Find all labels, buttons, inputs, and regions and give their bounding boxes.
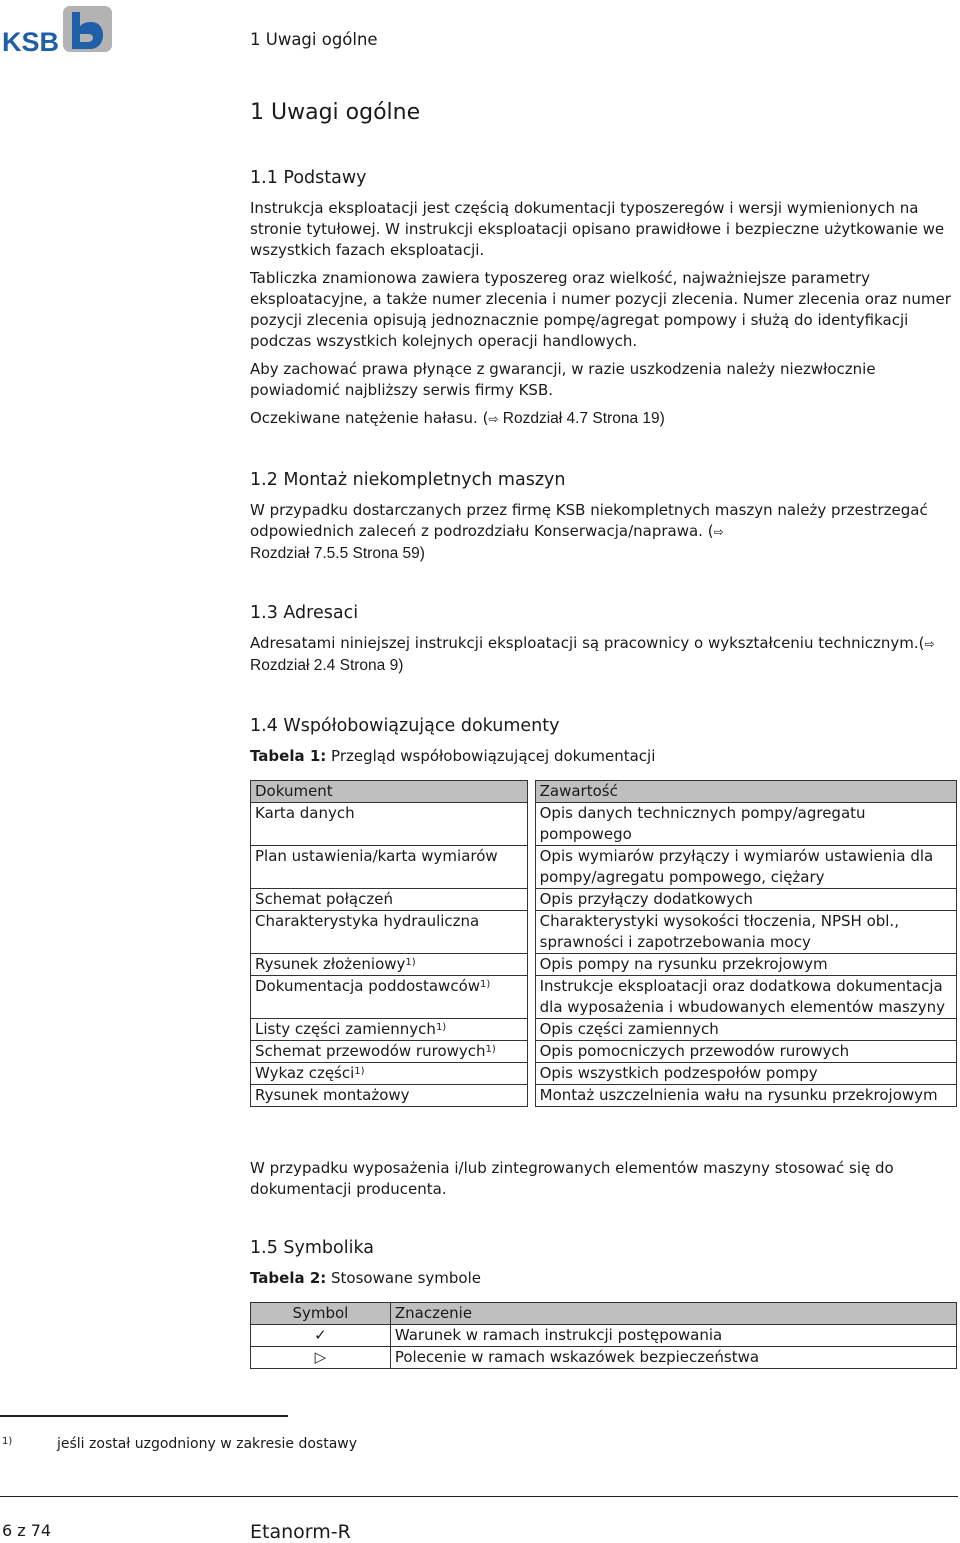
- footnote-divider: [0, 1415, 288, 1417]
- table-row: [251, 954, 957, 976]
- content-cell: Instrukcje eksploatacji oraz dodatkowa dokumentacja dla wyposażenia i wbudowanych elementów maszyny: [535, 976, 956, 1019]
- paragraph-incomplete-machines: [250, 500, 956, 564]
- table-row: [251, 1085, 957, 1107]
- document-cell: Rysunek montażowy: [251, 1085, 528, 1107]
- incomplete-machines-reference-link[interactable]: Rozdział 7.5.5 Strona 59): [250, 545, 425, 562]
- table-1-caption: [250, 747, 655, 765]
- footnote-reference: 1): [480, 979, 491, 990]
- table-header-row: [251, 1303, 957, 1325]
- column-header-meaning: Znaczenie: [390, 1303, 956, 1325]
- footnote-reference: 1): [435, 1022, 447, 1033]
- footnote-mark: 1): [2, 1436, 13, 1447]
- content-cell: Opis pompy na rysunku przekrojowym: [535, 954, 956, 976]
- content-cell: Opis wszystkich podzespołów pompy: [535, 1063, 956, 1085]
- paragraph-nameplate: Tabliczka znamionowa zawiera typoszereg oraz wielkość, najważniejsze parametry eksploatacyjne, a także numer zlecenia i numer pozycji zlecenia. Numer zlecenia oraz numer pozycji zlecenia opisują jednoznacznie pompę/agregat pompowy i służą do identyfikacji podczas wszystkich kolejnych operacji handlowych.: [250, 269, 951, 350]
- table-row: [251, 1063, 957, 1085]
- table-2-title: Stosowane symbole: [326, 1269, 481, 1287]
- document-cell: Karta danych: [251, 803, 528, 846]
- section-heading-1-2: 1.2 Montaż niekompletnych maszyn: [250, 470, 566, 490]
- footnote-text: jeśli został uzgodniony w zakresie dostawy: [57, 1436, 358, 1452]
- document-cell: [251, 976, 528, 1019]
- footnote-reference: 1): [485, 1044, 496, 1055]
- table-row: [251, 1347, 957, 1369]
- footnote-reference: 1): [405, 957, 416, 968]
- table-row: [251, 846, 957, 889]
- table-2-caption: [250, 1269, 481, 1287]
- content-cell: Opis pomocniczych przewodów rurowych: [535, 1041, 956, 1063]
- documents-table: [250, 780, 957, 1107]
- table-row: [251, 976, 957, 1019]
- table-header-row: [251, 781, 957, 803]
- content-cell: Opis danych technicznych pompy/agregatu pompowego: [535, 803, 956, 846]
- chapter-title: 1 Uwagi ogólne: [250, 100, 421, 125]
- page-number: 6 z 74: [2, 1521, 52, 1540]
- meaning-cell: Warunek w ramach instrukcji postępowania: [390, 1325, 956, 1347]
- paragraph-manufacturer-docs: W przypadku wyposażenia i/lub zintegrowanych elementów maszyny stosować się do dokumentacji producenta.: [250, 1159, 894, 1198]
- content-cell: Opis części zamiennych: [535, 1019, 956, 1041]
- content-cell: Montaż uszczelnienia wału na rysunku przekrojowym: [535, 1085, 956, 1107]
- arrow-right-outline-icon: ⇨: [713, 525, 724, 539]
- noise-text: Oczekiwane natężenie hałasu. (: [250, 409, 489, 427]
- content-cell: Charakterystyki wysokości tłoczenia, NPSH obl., sprawności i zapotrzebowania mocy: [535, 911, 956, 954]
- footer-divider: [0, 1496, 958, 1497]
- content-cell: Opis wymiarów przyłączy i wymiarów ustawienia dla pompy/agregatu pompowego, ciężary: [535, 846, 956, 889]
- document-cell: [251, 1063, 528, 1085]
- document-name: Listy części zamiennych: [255, 1020, 436, 1038]
- document-cell: Schemat połączeń: [251, 889, 528, 911]
- column-header-document: Dokument: [251, 781, 528, 803]
- column-header-content: Zawartość: [535, 781, 956, 803]
- product-name: Etanorm-R: [250, 1521, 351, 1543]
- table-1-label: Tabela 1:: [250, 747, 327, 765]
- paragraph-noise: [250, 408, 956, 430]
- table-row: [251, 803, 957, 846]
- table-1-title: Przegląd współobowiązującej dokumentacji: [326, 747, 656, 765]
- document-cell: [251, 1019, 528, 1041]
- section-heading-1-5: 1.5 Symbolika: [250, 1238, 374, 1258]
- table-2-label: Tabela 2:: [250, 1269, 327, 1287]
- document-cell: Plan ustawienia/karta wymiarów: [251, 846, 528, 889]
- paragraph-addressees: [250, 633, 956, 676]
- ksb-logo-text: KSB: [2, 27, 60, 54]
- content-cell: Opis przyłączy dodatkowych: [535, 889, 956, 911]
- table-row: [251, 911, 957, 954]
- table-row: [251, 889, 957, 911]
- section-heading-1-3: 1.3 Adresaci: [250, 603, 359, 623]
- addressees-reference-link[interactable]: Rozdział 2.4 Strona 9): [250, 657, 404, 674]
- footnote-reference: 1): [354, 1066, 365, 1077]
- section-heading-1-1: 1.1 Podstawy: [250, 168, 367, 188]
- table-row: [251, 1041, 957, 1063]
- noise-reference-link[interactable]: Rozdział 4.7 Strona 19): [498, 410, 665, 427]
- document-cell: [251, 954, 528, 976]
- arrow-right-outline-icon: ⇨: [924, 637, 935, 651]
- table-row: [251, 1019, 957, 1041]
- document-name: Dokumentacja poddostawców: [255, 977, 481, 995]
- incomplete-machines-text: W przypadku dostarczanych przez firmę KSB niekompletnych maszyn należy przestrzegać odpowiednich zaleceń z podrozdziału Konserwacja/naprawa. (: [250, 501, 928, 540]
- table-row: [251, 1325, 957, 1347]
- document-name: Schemat przewodów rurowych: [255, 1042, 486, 1060]
- symbols-table: [250, 1302, 957, 1369]
- checkmark-icon: ✓: [251, 1325, 391, 1347]
- document-cell: Charakterystyka hydrauliczna: [251, 911, 528, 954]
- document-name: Wykaz części: [255, 1064, 355, 1082]
- paragraph-warranty: Aby zachować prawa płynące z gwarancji, w razie uszkodzenia należy niezwłocznie powiadomić najbliższy serwis firmy KSB.: [250, 360, 876, 399]
- section-heading-1-4: 1.4 Współobowiązujące dokumenty: [250, 716, 560, 736]
- meaning-cell: Polecenie w ramach wskazówek bezpieczeństwa: [390, 1347, 956, 1369]
- document-name: Rysunek złożeniowy: [255, 955, 406, 973]
- column-header-symbol: Symbol: [251, 1303, 391, 1325]
- document-cell: [251, 1041, 528, 1063]
- ksb-logo: [2, 4, 114, 54]
- paragraph-intro: Instrukcja eksploatacji jest częścią dokumentacji typoszeregów i wersji wymienionych na stronie tytułowej. W instrukcji eksploatacji opisano prawidłowe i bezpieczne użytkowanie we wszystkich fazach eksploatacji.: [250, 199, 945, 259]
- running-header: 1 Uwagi ogólne: [250, 30, 378, 49]
- arrow-right-outline-icon: ⇨: [488, 412, 499, 426]
- addressees-text: Adresatami niniejszej instrukcji eksploatacji są pracownicy o wykształceniu technicznym.(: [250, 634, 925, 652]
- triangle-right-icon: ▷: [251, 1347, 391, 1369]
